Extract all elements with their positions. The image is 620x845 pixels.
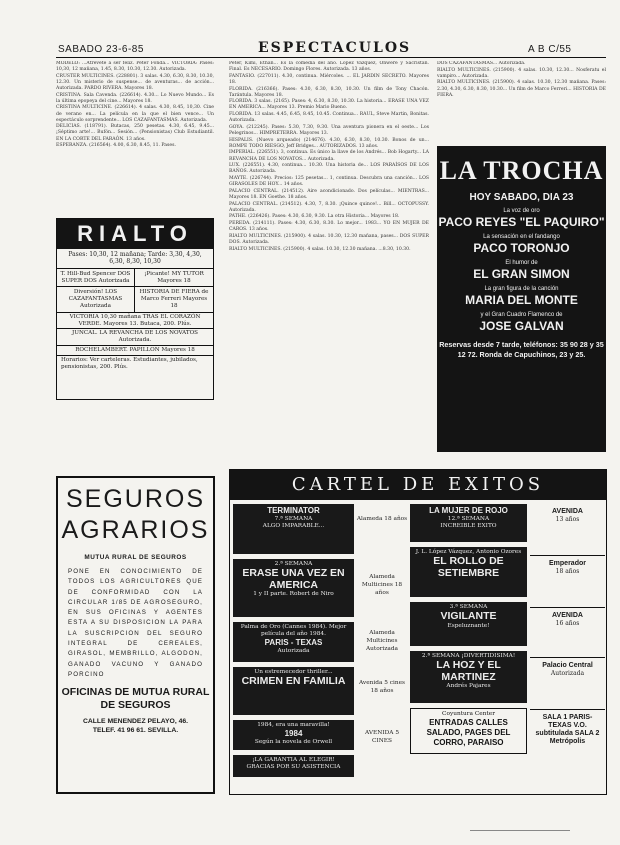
seguros-title-1: SEGUROS xyxy=(65,485,206,513)
trocha-intro: y el Gran Cuadro Flamenco de xyxy=(480,312,563,318)
rialto-pases: Pases: 10,30, 12 mañana; Tarde: 3,30, 4,30, 6,30, 8,30, 10,30 xyxy=(57,249,213,269)
film-title: ERASE UNA VEZ EN AMERICA xyxy=(242,567,345,591)
cartel-film xyxy=(410,504,527,542)
side-cinema-name: AVENIDA xyxy=(552,508,583,515)
film-note: 1 y II parte. Robert de Niro xyxy=(253,591,334,598)
rialto-juncal: JUNCAL. LA REVANCHA DE LOS NOVATOS Autorizada. xyxy=(57,329,213,346)
listing-entry: LUX. (226551). 4.30, continua... 10.30. Una historia de... LOS PARAÍSOS DE LOS BAÑOS. Autorizada. xyxy=(229,163,429,175)
side-cinema xyxy=(530,504,605,556)
rialto-film-cell: ¡Picante! MY TUTOR Mayores 18 xyxy=(135,269,213,288)
film-title: LA HOZ Y EL MARTINEZ xyxy=(436,659,501,683)
side-cinema-note: 16 años xyxy=(555,620,580,627)
cartel-film xyxy=(410,651,527,703)
rialto-film-cell: Diversión! LOS CAZAFANTASMAS Autorizada xyxy=(57,287,135,312)
cartel-film xyxy=(233,559,354,617)
trocha-date: HOY SABADO, DIA 23 xyxy=(469,192,574,203)
rialto-victoria: VICTORIA 10,30 mañana TRAS EL CORAZÓN VERDE. Mayores 13. Butaca, 200. Plús. xyxy=(57,313,213,330)
rialto-film-cell: T. Hill-Bud Spencer DOS SUPER DOS Autorizada xyxy=(57,269,135,288)
seguros-body: PONE EN CONOCIMIENTO DE TODOS LOS AGRICULTORES QUE DE CONFORMIDAD CON LA CIRCULAR 1/85 DE AGROSEGURO, EN SUS OFICINAS Y AGENTES ESTA A SU DISPOSICION LA PARA LA SUSCRIPCION DEL SEGURO INTEGRAL DE CEREALES, GIRASOL, MEMBRILLO, ALGODON, GANADO VACUNO Y GANADO PORCINO xyxy=(68,568,203,678)
film-title: VIGILANTE xyxy=(440,610,497,623)
film-note: 2.ª SEMANA ¡DIVERTIDISIMA! xyxy=(421,653,516,659)
cinema-name: Alameda Multicines Autorizada xyxy=(365,630,399,652)
listings-column-2 xyxy=(229,61,429,461)
cartel-column-b xyxy=(410,504,527,759)
listing-entry: DELICIAS. (118791). Butacas, 250 pesetas. 4.30, 6.45, 9.45... ¡Séptimo arte!... Bufón... Sesión... (Pensionistas) Club Estudiantil. EN LA CORTE DEL FARAÓN. 13 años. xyxy=(56,124,214,142)
listing-entry: PALACIO CENTRAL. (214512). 4.30, 7, 8.30. ¡Quince quince!... Bill... OCTOPUSSY. Autorizada. xyxy=(229,201,429,213)
listing-entry: CRUSTER MULTICINES. (228801). 3 salas. 4.30, 6.30, 8.30, 10.30, 12.30. Un misterio de suspense... de aventuras... de acción... Autorizada. PARDO RIVERA. Mayores 18. xyxy=(56,73,214,91)
bottom-divider xyxy=(470,830,570,831)
film-note: Un estremecedor thriller... xyxy=(254,669,333,675)
rialto-horarios: Horarios: Ver carteleras. Estudiantes, jubilados, pensionistas, 200. Plús. xyxy=(61,356,198,370)
cinema-name: Avenida 5 cines 18 años xyxy=(358,680,406,694)
cartel-film xyxy=(410,708,527,754)
listing-entry: ESPERANZA. (216564). 4.00, 6.30, 8.45, 11. Pases. xyxy=(56,143,176,149)
rialto-film-grid xyxy=(57,269,213,313)
listing-entry: MAYTE. (226744). Precios: 125 pesetas... 1, continua. Descubra una canción... LOS GIRASOLES DE HOY... 14 años. xyxy=(229,176,429,188)
cartel-film xyxy=(233,720,354,750)
header-date: SABADO 23-6-85 xyxy=(58,44,144,55)
listing-entry: RIALTO MULTICINES. (215900). 4 salas. 10.30, 12.30 mañana, pases... DOS SUPER DOS. Autorizada. xyxy=(229,233,429,245)
la-trocha-ad xyxy=(437,146,606,452)
listing-entry: PALACIO CENTRAL. (214512). Aire acondicionado. Dos películas... MIENTRAS... Mayores 18. EN Goethe. 18 años. xyxy=(229,188,429,200)
film-note: Coyuntura Center xyxy=(442,711,495,717)
film-title: ENTRADAS CALLES SALADO, PAGES DEL CORRO, PARAISO xyxy=(426,718,511,748)
film-note: 2.ª SEMANA xyxy=(274,561,313,567)
cartel-title: CARTEL DE EXITOS xyxy=(230,470,606,500)
listing-entry: RIALTO MULTICINES. (215900). 4 salas. 10.30, 12.30 mañana. ...8.30, 10.30. xyxy=(229,246,411,252)
rialto-film-cell: HISTORIA DE FIERA de Marco Ferreri Mayores 18 xyxy=(135,287,213,312)
cartel-de-exitos xyxy=(229,469,607,795)
film-title: EL ROLLO DE SETIEMBRE xyxy=(433,555,504,579)
film-note: Palma de Oro (Cannes 1984). Mejor película del año 1984. xyxy=(240,624,347,638)
listing-entry: FANTASIO. (227011). 4.30, continua. Miércoles. ... EL JARDIN SECRETO. Mayores 18. xyxy=(229,73,429,85)
seguros-address-1: CALLE MENENDEZ PELAYO, 46. xyxy=(82,718,189,726)
trocha-artist: PACO REYES "EL PAQUIRO" xyxy=(438,215,605,229)
listing-entry: DOS CAZAFANTASMAS... Autorizada. xyxy=(437,61,526,66)
side-cinema-note: Autorizada xyxy=(550,670,585,677)
seguros-address-2: TELEF. 41 96 61. SEVILLA. xyxy=(92,727,179,735)
trocha-intro: La voz de oro xyxy=(503,208,540,214)
page-number: A B C/55 xyxy=(528,44,572,55)
side-cinema xyxy=(530,556,605,608)
trocha-artist: EL GRAN SIMON xyxy=(473,267,570,281)
header-rule xyxy=(56,57,606,58)
film-title: LA MUJER DE ROJO xyxy=(429,506,508,515)
side-cinema-name: Palacio Central xyxy=(542,662,593,669)
film-note: 1984, era una maravilla! xyxy=(257,722,330,728)
film-note: J. L. López Vázquez, Antonio Ozores xyxy=(415,549,522,555)
listing-entry: FLORIDA. 3 salas. (2165). Pases: 4, 6.30, 8.30, 10.30. La historia... ERASE UNA VEZ EN AMERICA... Mayores 13. Premio Mario Bueno. xyxy=(229,99,429,111)
rialto-title: RIALTO xyxy=(57,219,213,249)
rialto-rochelambert: ROCHELAMBERT. PAPILLON Mayores 18 xyxy=(57,346,213,356)
film-note: ALGO IMPARABLE... xyxy=(262,523,325,530)
cartel-side-column xyxy=(530,504,605,750)
rialto-ad xyxy=(56,218,214,400)
listing-entry: HISPALIS. (Nuevo arqueado) (214676). 4.30, 6.30, 8.30, 10.30. Bonos de un... ROMPE TODO RIESGO, Jeff Bridges... AUTORIZADOS. 13 años. xyxy=(229,137,429,149)
film-note: Autorizada xyxy=(277,648,310,655)
listing-entry: PEREDA. (214111). Pases: 4.30, 6.30, 8.30. Lo mejor... 1983... YO EN MUJER DE CAROS. 13 años. xyxy=(229,221,429,233)
seguros-title-2: AGRARIOS xyxy=(61,516,210,544)
listing-entry: FLORIDA. 13 salas. 4.45, 6.45, 8.45, 10.45. Continua... RAUL, Steve Martin, Bonitas. Autorizada. xyxy=(229,112,429,124)
seguros-ad xyxy=(56,476,215,794)
side-cinema xyxy=(530,658,605,710)
film-note: Según la novela de Orwell xyxy=(254,739,333,746)
film-note: 12.ª SEMANA xyxy=(447,516,490,522)
film-title: 1984 xyxy=(284,729,303,739)
film-title: TERMINATOR xyxy=(267,506,320,515)
side-cinema-name: AVENIDA xyxy=(552,612,583,619)
listing-entry: GOYA. (212245). Pases: 5.30, 7.30, 9.30. Una aventura pionera en el oeste... Los Pelegrinos... HIMPRETERRA. Mayores 13. xyxy=(229,124,429,136)
film-title: CRIMEN EN FAMILIA xyxy=(241,675,346,688)
side-cinema-name: Emperador xyxy=(549,560,586,567)
trocha-reservations: Reservas desde 7 tarde, teléfonos: 35 90 28 y 35 12 72. Ronda de Capuchinos, 23 y 25. xyxy=(439,340,604,359)
listing-entry: PATHE. (226426). Pases: 4.30, 6.30, 9.30. La otra Historia... Mayores 18. xyxy=(229,214,400,220)
film-note: GRACIAS POR SU ASISTENCIA xyxy=(246,764,341,771)
film-note: 3.ª SEMANA xyxy=(449,604,488,610)
section-title: ESPECTACULOS xyxy=(258,40,412,56)
cinema-name: Alameda 18 años xyxy=(356,516,408,522)
side-cinema xyxy=(530,608,605,658)
listings-column-3 xyxy=(437,61,606,141)
listing-entry: MODELO: ...Atrévete a ser feliz. Peter Fonda... VICTORIA: Pases: 10,30, 12 mañana, 1.45, 8.30, 10.30, 12.30. Autorizada. xyxy=(56,61,214,73)
cartel-film xyxy=(233,755,354,777)
listing-entry: FLORIDA. (216366). Pases: 4.30, 6.30, 8.30, 10.30. Un film de Tony Chacón. Tarántula. Mayores 18. xyxy=(229,86,429,98)
seguros-oficinas: OFICINAS DE MUTUA RURAL DE SEGUROS xyxy=(61,686,210,712)
film-note: 7.ª SEMANA xyxy=(274,516,313,522)
cartel-film xyxy=(410,547,527,597)
film-title: PARIS - TEXAS xyxy=(264,638,323,648)
cartel-film xyxy=(410,602,527,646)
side-cinema xyxy=(530,710,605,750)
listing-entry: CRISTINA MULTICINE. (226614). 4 salas. 4.30, 8.45, 10,30. Cine de verano en... La película en la que el bien vence... Un espectáculo sorprendente... LOS CAZAFANTASMAS. Autorizada. xyxy=(56,105,214,123)
side-cinema-note: 18 años xyxy=(555,568,580,575)
trocha-artist: PACO TORONJO xyxy=(473,241,570,255)
listings-column-1 xyxy=(56,61,214,211)
seguros-subtitle: MUTUA RURAL DE SEGUROS xyxy=(84,554,187,561)
cinema-name: AVENIDA 5 CINES xyxy=(364,730,400,744)
listing-entry: IMPERIAL. (226551). 3, continua. Es único la llave de los Andrés... Bob Hogarty... LA REVANCHA DE LOS NOVATOS... Autorizada. xyxy=(229,150,429,162)
cartel-film xyxy=(233,667,354,715)
cartel-column-a xyxy=(233,504,354,782)
trocha-title: LA TROCHA xyxy=(439,156,604,185)
trocha-intro: La gran figura de la canción xyxy=(484,286,559,292)
listing-entry: CRISTINA. Sala Cavenda. (226614). 4.30... Lo Nuevo Mundo... Es la última epopeya del cine... Mayores 18. xyxy=(56,92,214,104)
film-note: INCREIBLE EXITO xyxy=(440,523,497,530)
trocha-artist: JOSE GALVAN xyxy=(479,319,564,333)
listing-entry: RIALTO MULTICINES. (215900). 4 salas. 10.30, 12.30... Nosferatu el vampiro... Autorizada. xyxy=(437,67,606,79)
film-note: ¡LA GARANTIA AL ELEGIR! xyxy=(252,757,335,763)
film-note: Espeluznante! xyxy=(447,622,490,629)
film-note: Andrés Pajares xyxy=(446,683,491,690)
trocha-artist: MARIA DEL MONTE xyxy=(465,293,578,307)
trocha-intro: El humor de xyxy=(505,260,538,266)
listing-entry: Peter, Kimi, Ethan... Es la comedia del año. López Vázquez, Onwere y Sacristán. Final. Es NECESARIO. Domingo Flores. Autorizada. 13 años. xyxy=(229,61,429,73)
cartel-film xyxy=(233,504,354,554)
trocha-intro: La sensación en el fandango xyxy=(483,234,560,240)
cinema-name: Alameda Multicines 18 años xyxy=(361,574,403,596)
side-cinema-note: 13 años xyxy=(555,516,580,523)
cartel-film xyxy=(233,622,354,662)
side-cinema-name: SALA 1 PARIS-TEXAS V.O. subtitulada SALA 2 Metrópolis xyxy=(535,714,600,745)
listing-entry: RIALTO MULTICINES. (215900). 4 salas. 10.30, 12.30 mañana. Pases: 2.30, 4.30, 6.30, 8.30, 10.30... Un film de Marco Ferreri... HISTORIA DE FIERA. xyxy=(437,80,606,98)
